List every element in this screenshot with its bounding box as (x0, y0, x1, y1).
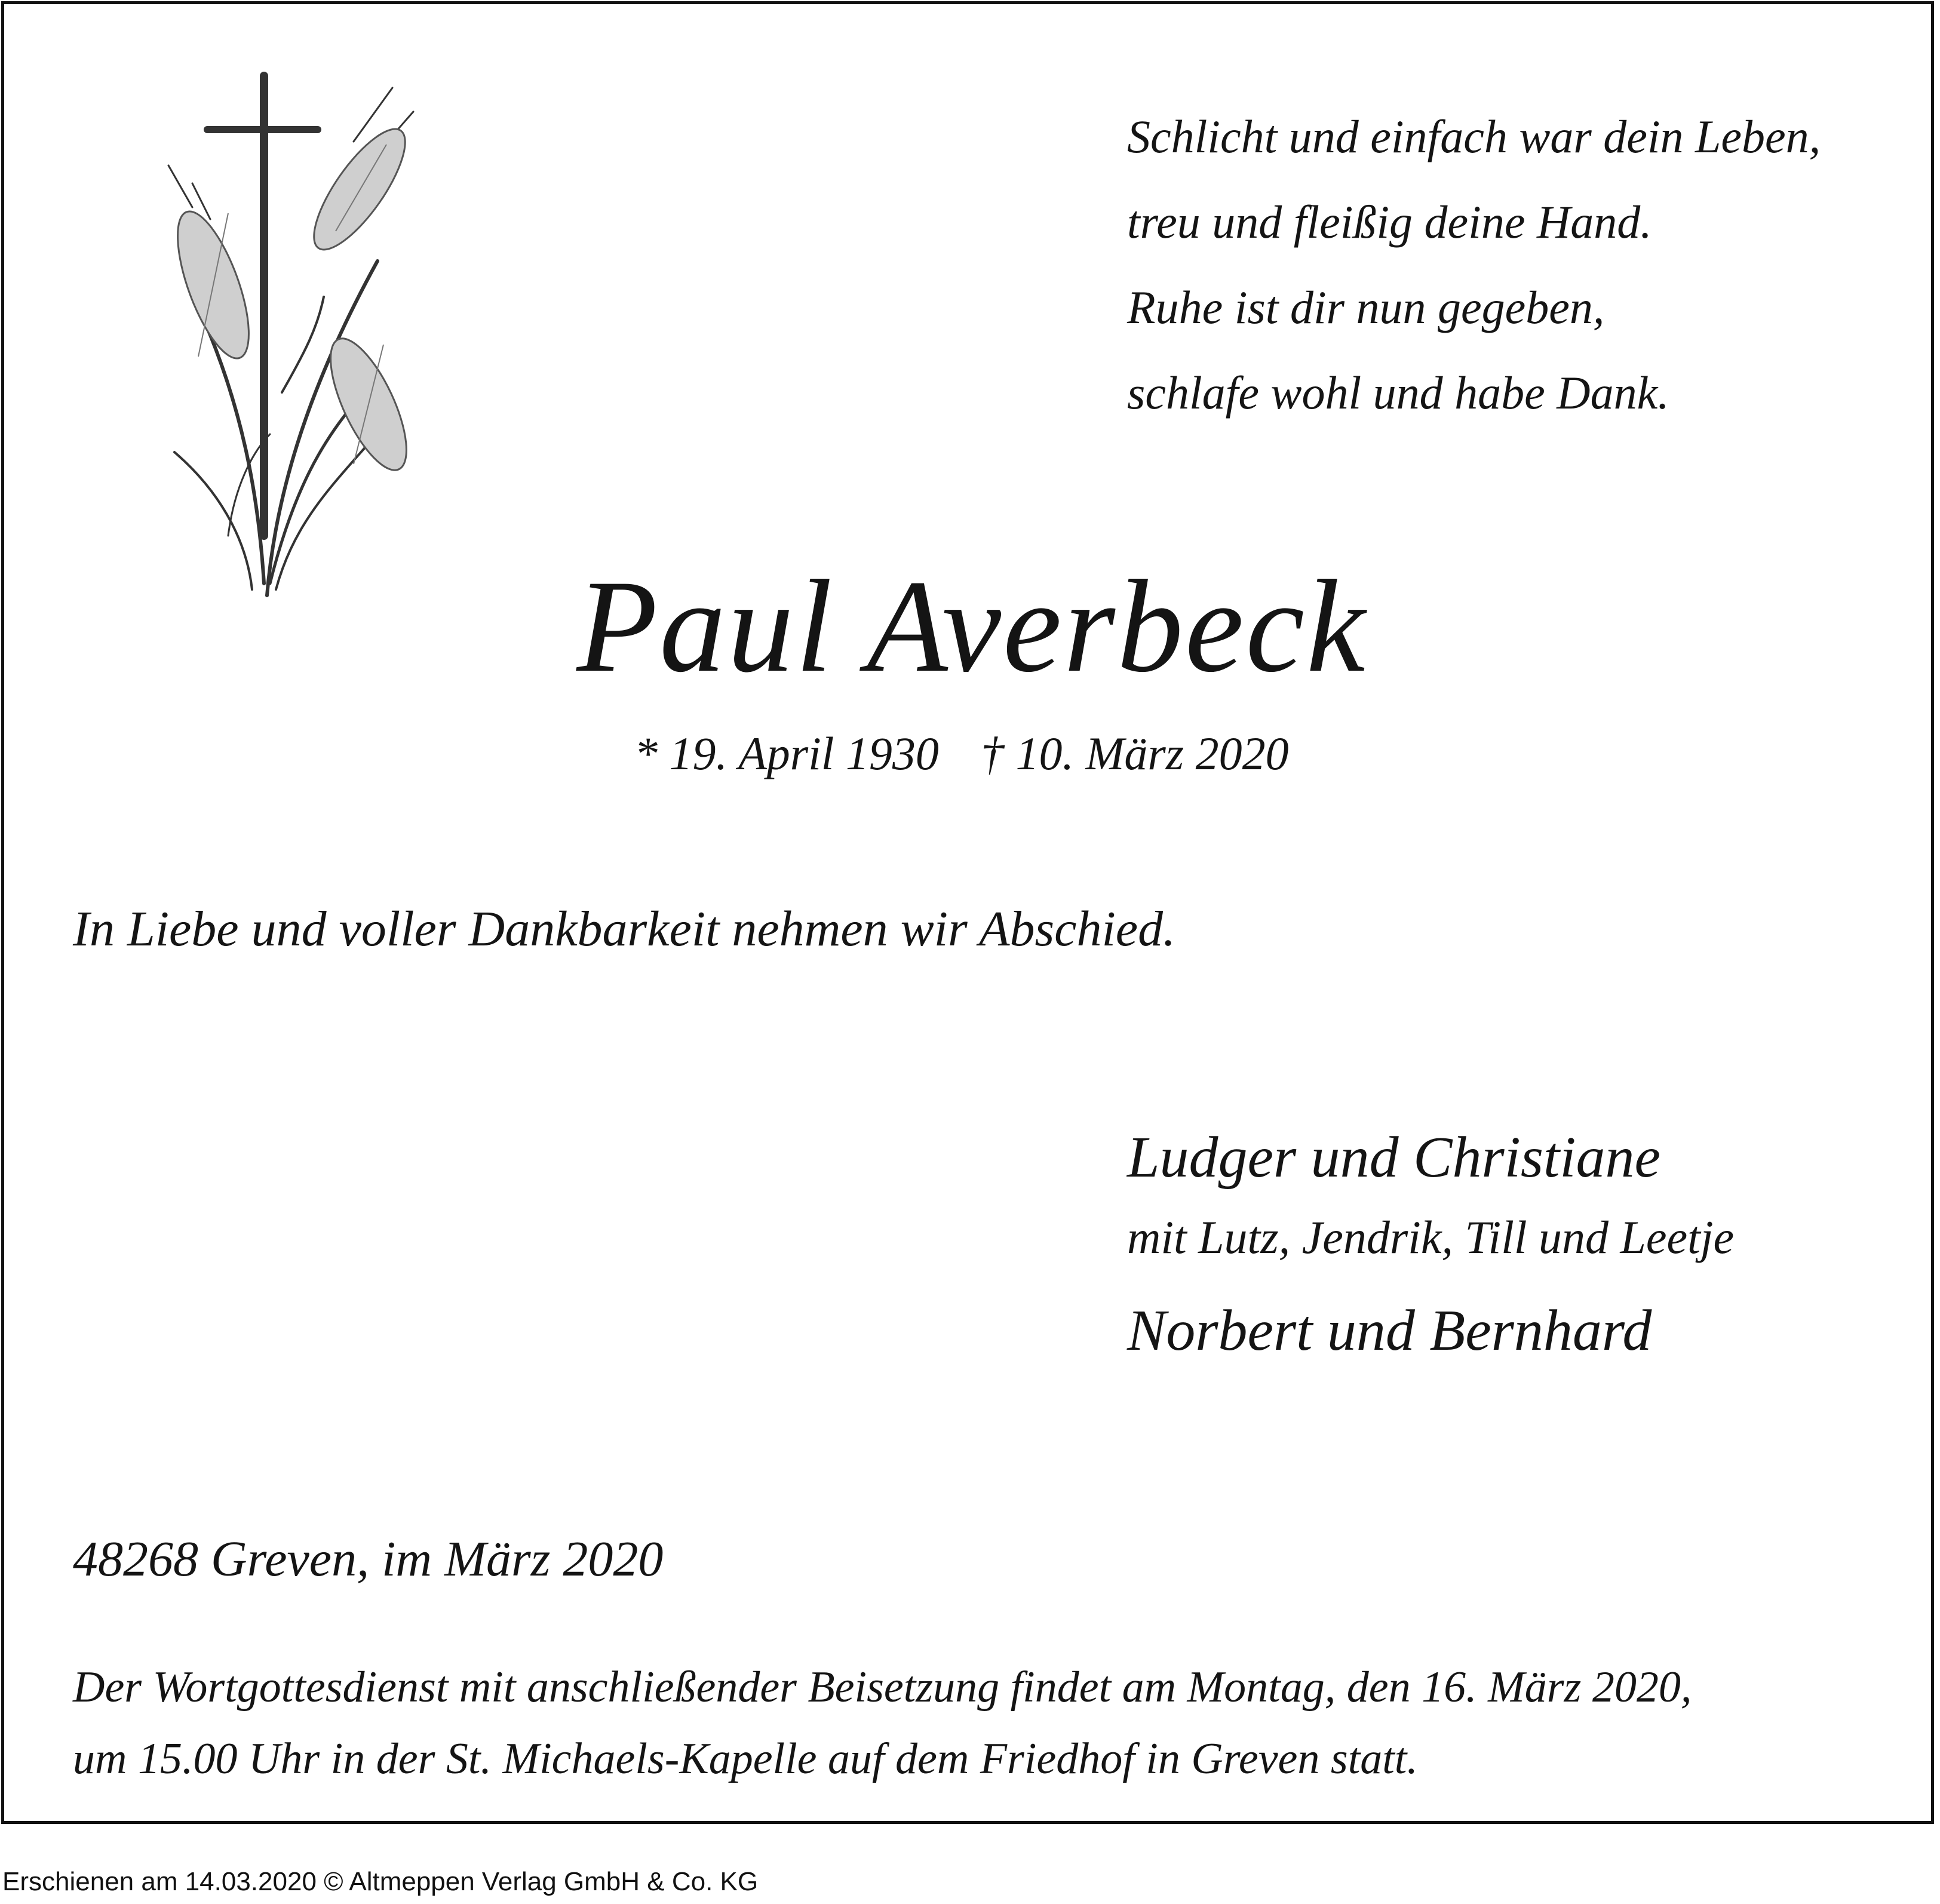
poem-line: Schlicht und einfach war dein Leben, (1127, 110, 1821, 162)
service-line: um 15.00 Uhr in der St. Michaels-Kapelle auf dem Friedhof in Greven statt. (73, 1734, 1418, 1783)
service-info (73, 1651, 1692, 1795)
farewell-text: In Liebe und voller Dankbarkeit nehmen wir Abschied. (73, 901, 1176, 957)
mourners-line-2: mit Lutz, Jendrik, Till und Leetje (1127, 1211, 1735, 1263)
service-line: Der Wortgottesdienst mit anschließender Beisetzung findet am Montag, den 16. März 2020, (73, 1663, 1692, 1712)
place-and-date: 48268 Greven, im März 2020 (73, 1531, 664, 1587)
mourners-line-1: Ludger und Christiane (1127, 1125, 1660, 1190)
poem-line: treu und fleißig deine Hand. (1127, 196, 1652, 248)
mourners-line-3: Norbert und Bernhard (1127, 1298, 1652, 1363)
birth-date: * 19. April 1930 (634, 727, 939, 779)
cross-with-wheat-icon (156, 70, 467, 607)
poem (1127, 94, 1821, 435)
life-dates (634, 727, 1289, 781)
deceased-name-container (4, 551, 1940, 703)
deceased-name: Paul Averbeck (576, 553, 1367, 700)
publication-footer: Erschienen am 14.03.2020 © Altmeppen Verlag GmbH & Co. KG (2, 1867, 759, 1896)
poem-line: schlafe wohl und habe Dank. (1127, 367, 1669, 419)
poem-line: Ruhe ist dir nun gegeben, (1127, 281, 1605, 333)
death-date: † 10. März 2020 (980, 727, 1289, 779)
obituary-frame (1, 1, 1934, 1824)
